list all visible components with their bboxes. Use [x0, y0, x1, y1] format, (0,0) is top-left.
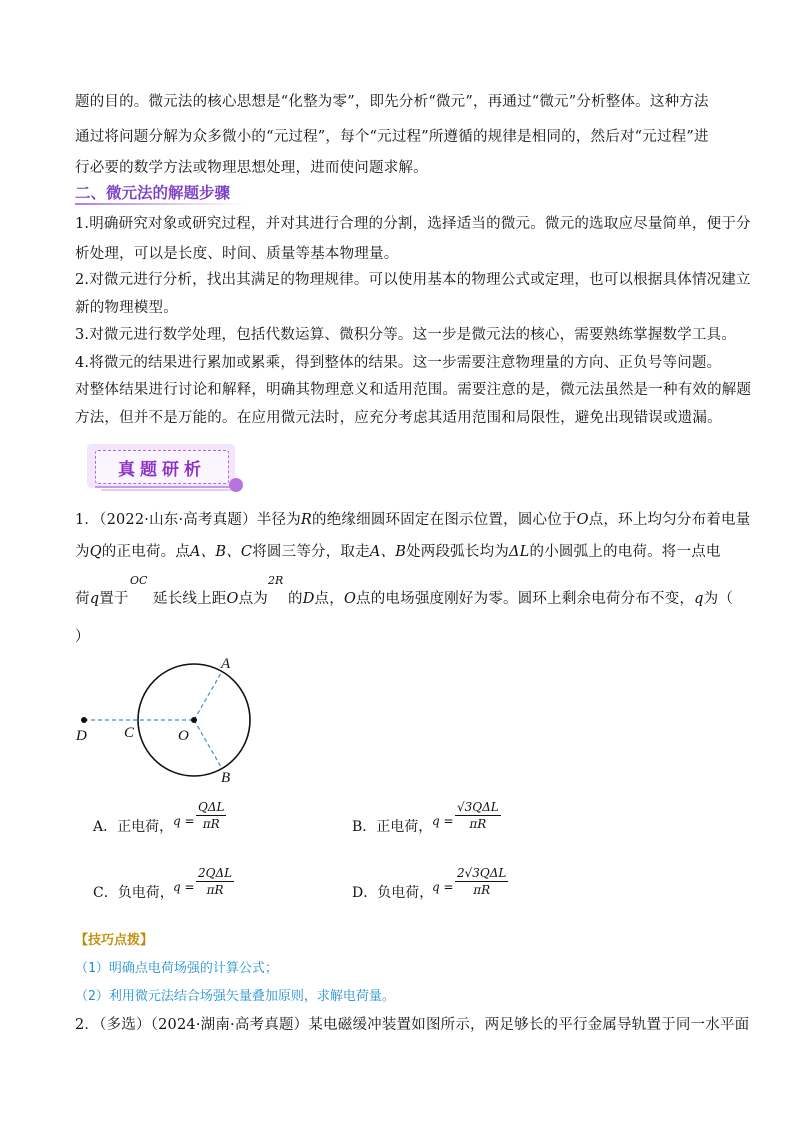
option-d-lhs: q =: [432, 880, 454, 894]
label-b: B: [221, 770, 231, 786]
intro-line-3: 行必要的数学方法或物理思想处理，进而使问题求解。: [75, 160, 428, 176]
step-line: 2.对微元进行分析，找出其满足的物理规律。可以使用基本的物理公式或定理，也可以根据具体情况建立: [75, 272, 751, 288]
option-b-label: B．正电荷，: [352, 819, 433, 835]
intro-line-2: 通过将问题分解为众多微小的“元过程”，每个“元过程”所遵循的规律是相同的，然后对“元过程”进: [75, 129, 709, 145]
step-line: 4.将微元的结果进行累加或累乘，得到整体的结果。这一步需要注意物理量的方向、正负号等问题。: [75, 355, 722, 371]
dashed-line-oa: [194, 672, 222, 721]
option-d[interactable]: [352, 882, 433, 902]
step-line: 析处理，可以是长度、时间、质量等基本物理量。: [75, 246, 399, 262]
dashed-line-ob: [194, 720, 222, 769]
point-d: [81, 717, 87, 723]
label-o: O: [178, 728, 189, 744]
circle-figure: [70, 650, 290, 790]
badge-label: 真题研析: [95, 450, 229, 484]
tips-title: 【技巧点拨】: [75, 933, 154, 948]
step-line: 新的物理模型。: [75, 300, 178, 316]
section-badge: [87, 440, 247, 496]
point-o: [191, 717, 197, 723]
q1-line-3c: 的D点，O点的电场强度刚好为零。圆环上剩余电荷分布不变，q为（: [288, 591, 734, 607]
q1-line-2: 为Q的正电荷。点A、B、C将圆三等分，取走A、B处两段弧长均为ΔL的小圆弧上的电荷。将一点电: [75, 544, 721, 560]
q1-line-3a: 荷q置于: [75, 591, 129, 607]
step-line: 3.对微元进行数学处理，包括代数运算、微积分等。这一步是微元法的核心，需要熟练掌握数学工具。: [75, 327, 737, 343]
option-b-fraction: √3QΔL πR: [457, 800, 499, 831]
heading-underline: [75, 203, 247, 205]
q1-line-1: 1．（2022·山东·高考真题）半径为R的绝缘细圆环固定在图示位置，圆心位于O点，环上均匀分布着电量: [75, 512, 751, 528]
q1-line-4: ）: [75, 629, 90, 645]
option-c-lhs: q =: [173, 880, 195, 894]
q1-oc-label: OC: [130, 574, 148, 587]
option-b[interactable]: [352, 816, 432, 836]
q1-line-3b: 延长线上距O点为: [153, 591, 268, 607]
badge-dot: [229, 478, 243, 492]
option-a-label: A．正电荷，: [93, 819, 174, 835]
q2-line-1: 2．（多选）（2024·湖南·高考真题）某电磁缓冲装置如图所示，两足够长的平行金属导轨置于同一水平面: [75, 1017, 750, 1033]
option-a[interactable]: [93, 816, 173, 836]
step-line: 1.明确研究对象或研究过程，并对其进行合理的分割，选择适当的微元。微元的选取应尽量简单，便于分: [75, 216, 751, 232]
badge-underline: [95, 486, 235, 488]
intro-line-1: 题的目的。微元法的核心思想是“化整为零”，即先分析“微元”，再通过“微元”分析整体。这种方法: [75, 94, 709, 110]
label-c: C: [124, 725, 135, 741]
option-d-label: D．负电荷，: [352, 885, 434, 901]
option-a-lhs: q =: [173, 814, 195, 828]
label-d: D: [76, 728, 87, 744]
label-a: A: [221, 656, 231, 672]
tip-item-2: （2）利用微元法结合场强矢量叠加原则，求解电荷量。: [75, 989, 395, 1004]
step-line: 对整体结果进行讨论和解释，明确其物理意义和适用范围。需要注意的是，微元法虽然是一种有效的解题: [75, 382, 752, 398]
option-c-fraction: 2QΔL πR: [198, 866, 233, 897]
option-d-fraction: 2√3QΔL πR: [457, 866, 507, 897]
section-heading: 二、微元法的解题步骤: [75, 184, 231, 202]
tip-item-1: （1）明确点电荷场强的计算公式；: [75, 961, 278, 976]
option-c[interactable]: [93, 882, 174, 902]
option-c-label: C．负电荷，: [93, 885, 174, 901]
option-a-fraction: QΔL πR: [198, 800, 225, 831]
badge-underline-secondary: [101, 489, 231, 491]
step-line: 方法，但并不是万能的。在应用微元法时，应充分考虑其适用范围和局限性，避免出现错误或遗漏。: [75, 410, 722, 426]
option-b-lhs: q =: [432, 814, 454, 828]
q1-2r-label: 2R: [268, 574, 284, 587]
